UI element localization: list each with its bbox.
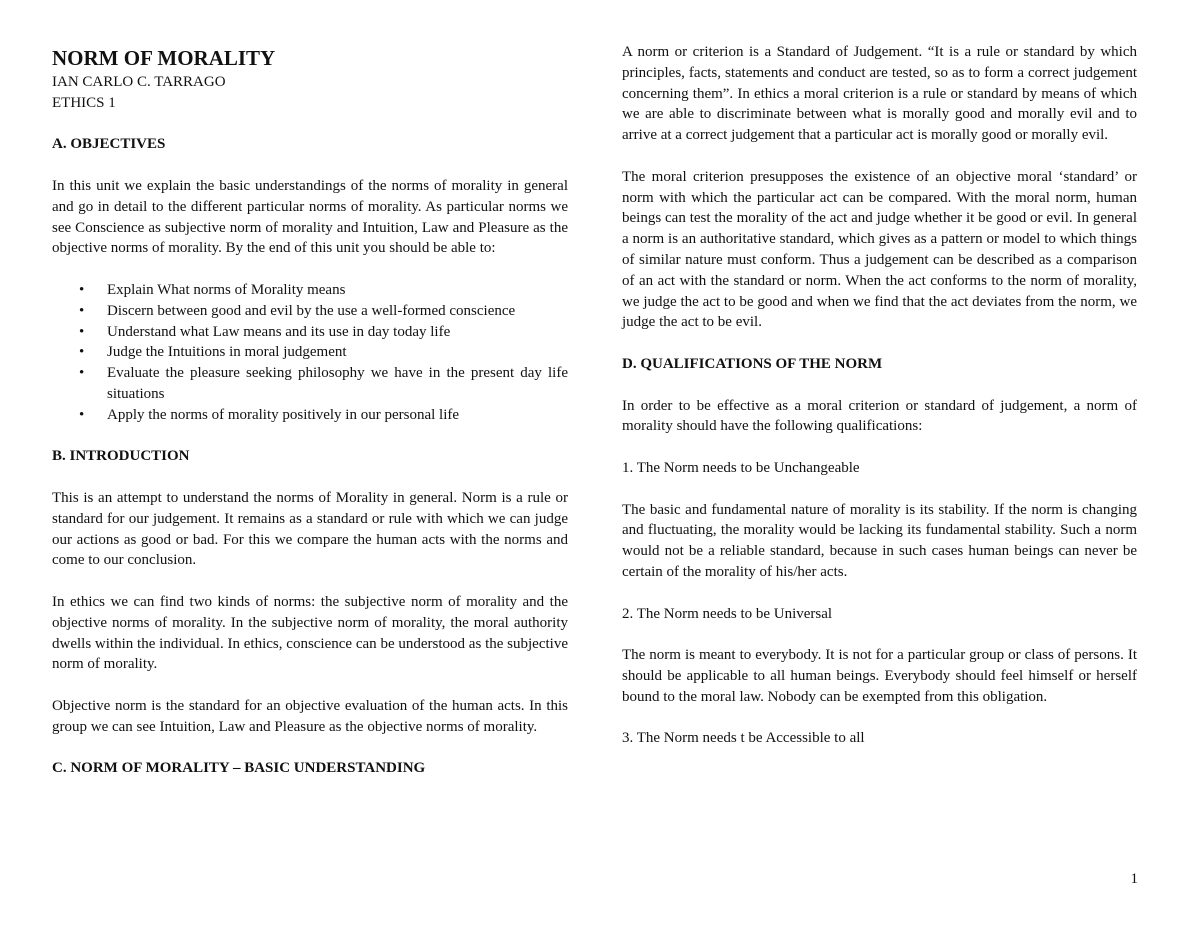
list-item: • Discern between good and evil by the use a well-formed conscience xyxy=(107,301,568,322)
qualification-title: 1. The Norm needs to be Unchangeable xyxy=(622,459,860,476)
author-name: IAN CARLO C. TARRAGO xyxy=(52,74,226,90)
page-number: 1 xyxy=(1130,871,1138,887)
right-column xyxy=(622,42,1137,749)
qualification-title: 2. The Norm needs to be Universal xyxy=(622,605,833,622)
qualification-body: The basic and fundamental nature of morality is its stability. If the norm is changing and fluctuating, the morality would be lacking its fundamental stability. Such a norm would not be a reliable standard, because in such cases human beings can never be certain of the morality of his/her acts. xyxy=(622,501,1137,580)
list-item: • Explain What norms of Morality means xyxy=(107,280,568,301)
introduction-paragraph: Objective norm is the standard for an objective evaluation of the human acts. In this group we can see Intuition, Law and Pleasure as the objective norms of morality. xyxy=(52,697,568,735)
introduction-heading: B. INTRODUCTION xyxy=(52,448,190,465)
left-column xyxy=(52,42,568,779)
objectives-list xyxy=(52,280,568,426)
qualifications-intro: In order to be effective as a moral criterion or standard of judgement, a norm of morality should have the following qualifications: xyxy=(622,397,1137,435)
introduction-paragraph: This is an attempt to understand the norms of Morality in general. Norm is a rule or standard for our judgement. It remains as a standard or rule with which we can judge our actions as good or bad. For this we compare the human acts with the norms and come to our conclusion. xyxy=(52,489,568,569)
qualifications-heading: D. QUALIFICATIONS OF THE NORM xyxy=(622,355,883,372)
list-item: • Apply the norms of morality positively in our personal life xyxy=(107,405,568,426)
basic-understanding-paragraph: A norm or criterion is a Standard of Judgement. “It is a rule or standard by which principles, facts, statements and conduct are tested, so as to form a correct judgement concerning them”. In ethics a moral criterion is a rule or standard by means of which we are able to discriminate between what is morally good and morally evil and to arrive at a correct judgement that a particular act is morally good or morally evil. xyxy=(622,44,1137,144)
basic-understanding-paragraph: The moral criterion presupposes the existence of an objective moral ‘standard’ or norm with which the particular act can be compared. With the moral norm, human beings can test the morality of the act and judge whether it be good or evil. In general a norm is an authoritative standard, which gives as a pattern or model to which things of similar nature must conform. Thus a judgement can be described as a comparison of an act with the standard or norm. When the act conforms to the norm of morality, we judge the act to be good and when we find that the act deviates from the norm, we judge the act to be evil. xyxy=(622,168,1137,331)
basic-understanding-heading: C. NORM OF MORALITY – BASIC UNDERSTANDING xyxy=(52,760,426,777)
objectives-intro: In this unit we explain the basic understandings of the norms of morality in general and go in detail to the different particular norms of morality. As particular norms we see Conscience as subjective norm of morality and Intuition, Law and Pleasure as the objective norms of morality. By the end of this unit you should be able to: xyxy=(52,177,568,257)
qualification-title: 3. The Norm needs t be Accessible to all xyxy=(622,730,865,747)
introduction-paragraph: In ethics we can find two kinds of norms: the subjective norm of morality and the objective norms of morality. In the subjective norm of morality, the moral authority dwells within the individual. In ethics, conscience can be understood as the subjective norm of morality. xyxy=(52,593,568,673)
list-item: • Understand what Law means and its use in day today life xyxy=(107,322,568,343)
qualification-body: The norm is meant to everybody. It is not for a particular group or class of persons. It should be applicable to all human beings. Everybody should feel himself or herself bound to the moral law. Nobody can be exempted from this obligation. xyxy=(622,647,1137,705)
course-name: ETHICS 1 xyxy=(52,94,116,111)
list-item: • Judge the Intuitions in moral judgement xyxy=(107,342,568,363)
document-title: NORM OF MORALITY xyxy=(52,46,276,70)
objectives-heading: A. OBJECTIVES xyxy=(52,136,166,153)
list-item: • Evaluate the pleasure seeking philosophy we have in the present day life situations xyxy=(107,363,568,405)
